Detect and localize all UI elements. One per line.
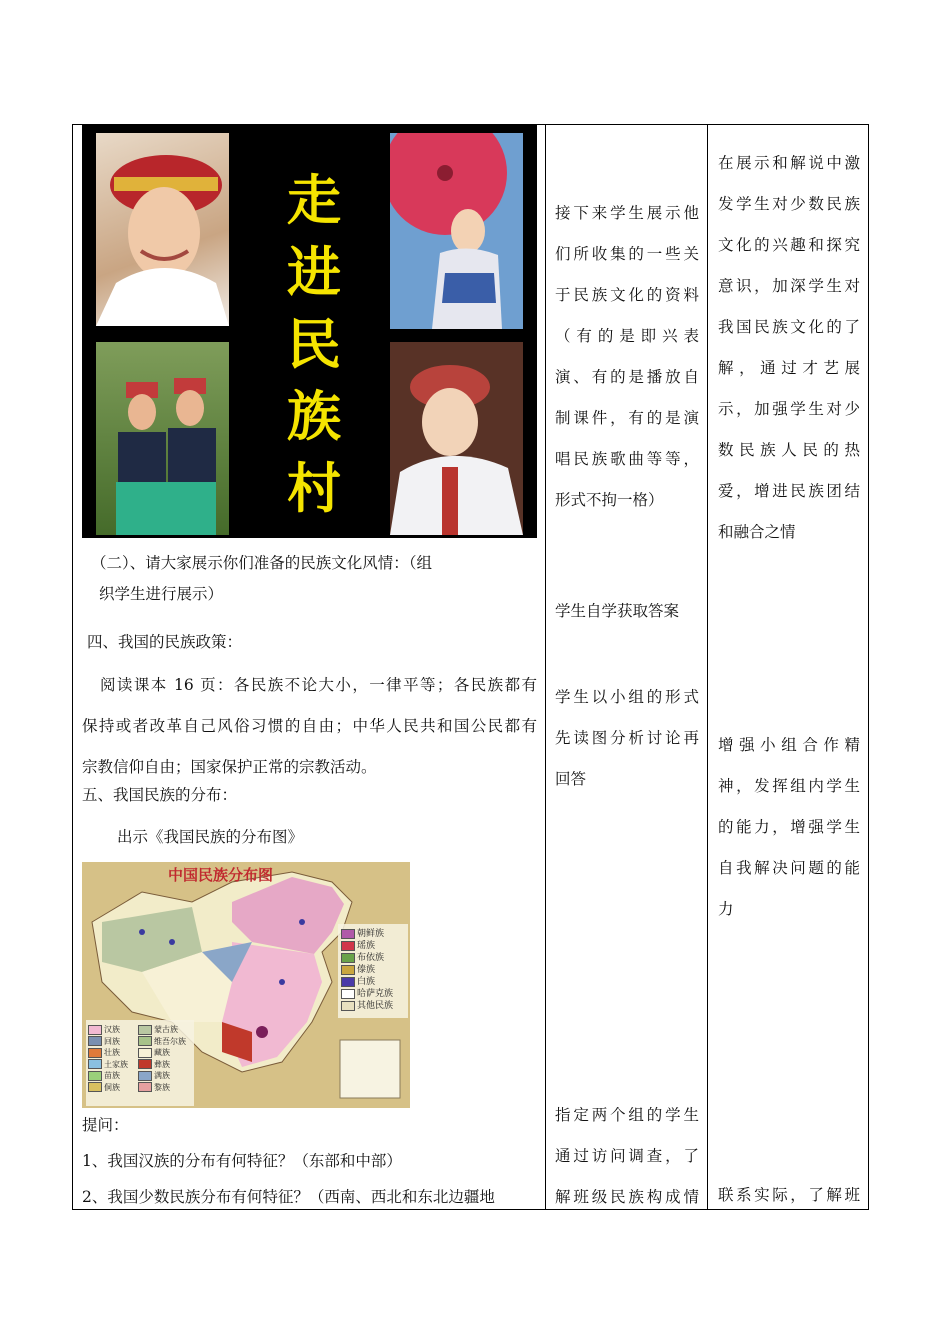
activity-text [91,548,511,610]
text-line: （有的是即兴表 [555,327,699,345]
map-legend-left [88,1024,194,1093]
legend-item: 壮族 [88,1047,138,1059]
text-line: 在展示和解说中激 [718,154,860,172]
text-line: 联系实际，了解班 [718,1186,860,1204]
text-line: 数民族人民的热 [718,441,860,459]
text-line: 先读图分析讨论再 [555,729,699,747]
text-line: 们所收集的一些关 [555,245,699,263]
policy-paragraph [82,665,537,788]
lesson-plan-table [72,124,869,1210]
question-2: 2、我国少数民族分布有何特征？（西南、西北和东北边疆地 [82,1188,495,1206]
intent-paragraph-2 [718,725,860,930]
text-line: 我国民族文化的了 [718,318,860,336]
question-label: 提问： [82,1116,129,1134]
teacher-activity-column [73,125,545,1209]
text-line: 接下来学生展示他 [555,204,699,222]
section-heading-distribution: 五、我国民族的分布： [82,786,238,804]
text-line: 神，发挥组内学生 [718,777,860,795]
activity-line: （二）、请大家展示你们准备的民族文化风情：（组 [91,554,433,572]
banner-title-char: 进 [287,241,341,304]
text-line: 解班级民族构成情 [555,1188,699,1206]
text-line: 学生自学获取答案 [555,602,680,620]
text-line: 通过访问调查，了 [555,1147,699,1165]
legend-item: 哈萨克族 [341,988,393,1000]
text-line: 力 [718,900,734,918]
text-line: 学生以小组的形式 [555,688,699,706]
legend-item: 苗族 [88,1070,138,1082]
legend-item: 白族 [341,976,393,988]
survey-text [555,1095,699,1209]
text-line: 演、有的是播放自 [555,368,699,386]
text-line: 示，加强学生对少 [718,400,860,418]
student-activity-column [546,125,707,1209]
map-legend-right [341,928,393,1012]
text-line: 自我解决问题的能 [718,859,860,877]
legend-item: 彝族 [138,1059,192,1071]
legend-item: 其他民族 [341,1000,393,1012]
legend-item: 汉族 [88,1024,138,1036]
legend-item: 黎族 [138,1082,192,1094]
text-line: 于民族文化的资料 [555,286,699,304]
ethnic-distribution-map [82,862,410,1108]
legend-item: 藏族 [138,1047,192,1059]
intent-paragraph-1 [718,143,860,553]
policy-line: 宗教信仰自由；国家保护正常的宗教活动。 [82,758,377,776]
text-line: 文化的兴趣和探究 [718,236,860,254]
legend-item: 维吾尔族 [138,1036,192,1048]
show-map-instruction: 出示《我国民族的分布图》 [117,828,304,846]
text-line: 形式不拘一格） [555,491,664,509]
banner-title-char: 民 [287,313,341,376]
group-discussion-text [555,677,699,800]
photo-two-women [96,342,229,535]
photo-umbrella-woman [390,133,523,329]
legend-item: 蒙古族 [138,1024,192,1036]
photo-girl-headdress [96,133,229,326]
policy-line: 阅读课本 16 页：各民族不论大小，一律平等；各民族都有 [100,676,537,694]
text-line: 制课件，有的是演 [555,409,699,427]
text-line: 指定两个组的学生 [555,1106,699,1124]
legend-item: 朝鲜族 [341,928,393,940]
text-line: 增强小组合作精 [718,736,860,754]
banner-title-char: 走 [287,169,341,232]
text-line: 回答 [555,770,587,788]
text-line: 和融合之情 [718,523,796,541]
question-1: 1、我国汉族的分布有何特征？（东部和中部） [82,1152,402,1170]
policy-line: 保持或者改革自己风俗习惯的自由；中华人民共和国公民都有 [82,717,537,735]
map-title: 中国民族分布图 [168,866,274,884]
legend-item: 瑶族 [341,940,393,952]
legend-item: 布依族 [341,952,393,964]
self-study-text [555,591,699,632]
student-showcase-text [555,193,699,521]
banner-title-char: 族 [287,385,341,448]
section-heading-policy: 四、我国的民族政策： [87,633,243,651]
ethnic-village-banner-image [82,125,537,538]
legend-item: 满族 [138,1070,192,1082]
text-line: 爱，增进民族团结 [718,482,860,500]
legend-item: 土家族 [88,1059,138,1071]
text-line: 唱民族歌曲等等， [555,450,699,468]
text-line: 的能力，增强学生 [718,818,860,836]
text-line: 发学生对少数民族 [718,195,860,213]
intent-paragraph-3 [718,1175,860,1209]
text-line: 解，通过才艺展 [718,359,860,377]
text-line: 意识，加深学生对 [718,277,860,295]
legend-item: 回族 [88,1036,138,1048]
design-intent-column [708,125,868,1209]
legend-item: 侗族 [88,1082,138,1094]
banner-title-char: 村 [287,457,341,520]
photo-girl-red-cap [390,342,523,535]
legend-item: 傣族 [341,964,393,976]
activity-line: 织学生进行展示） [99,585,224,603]
